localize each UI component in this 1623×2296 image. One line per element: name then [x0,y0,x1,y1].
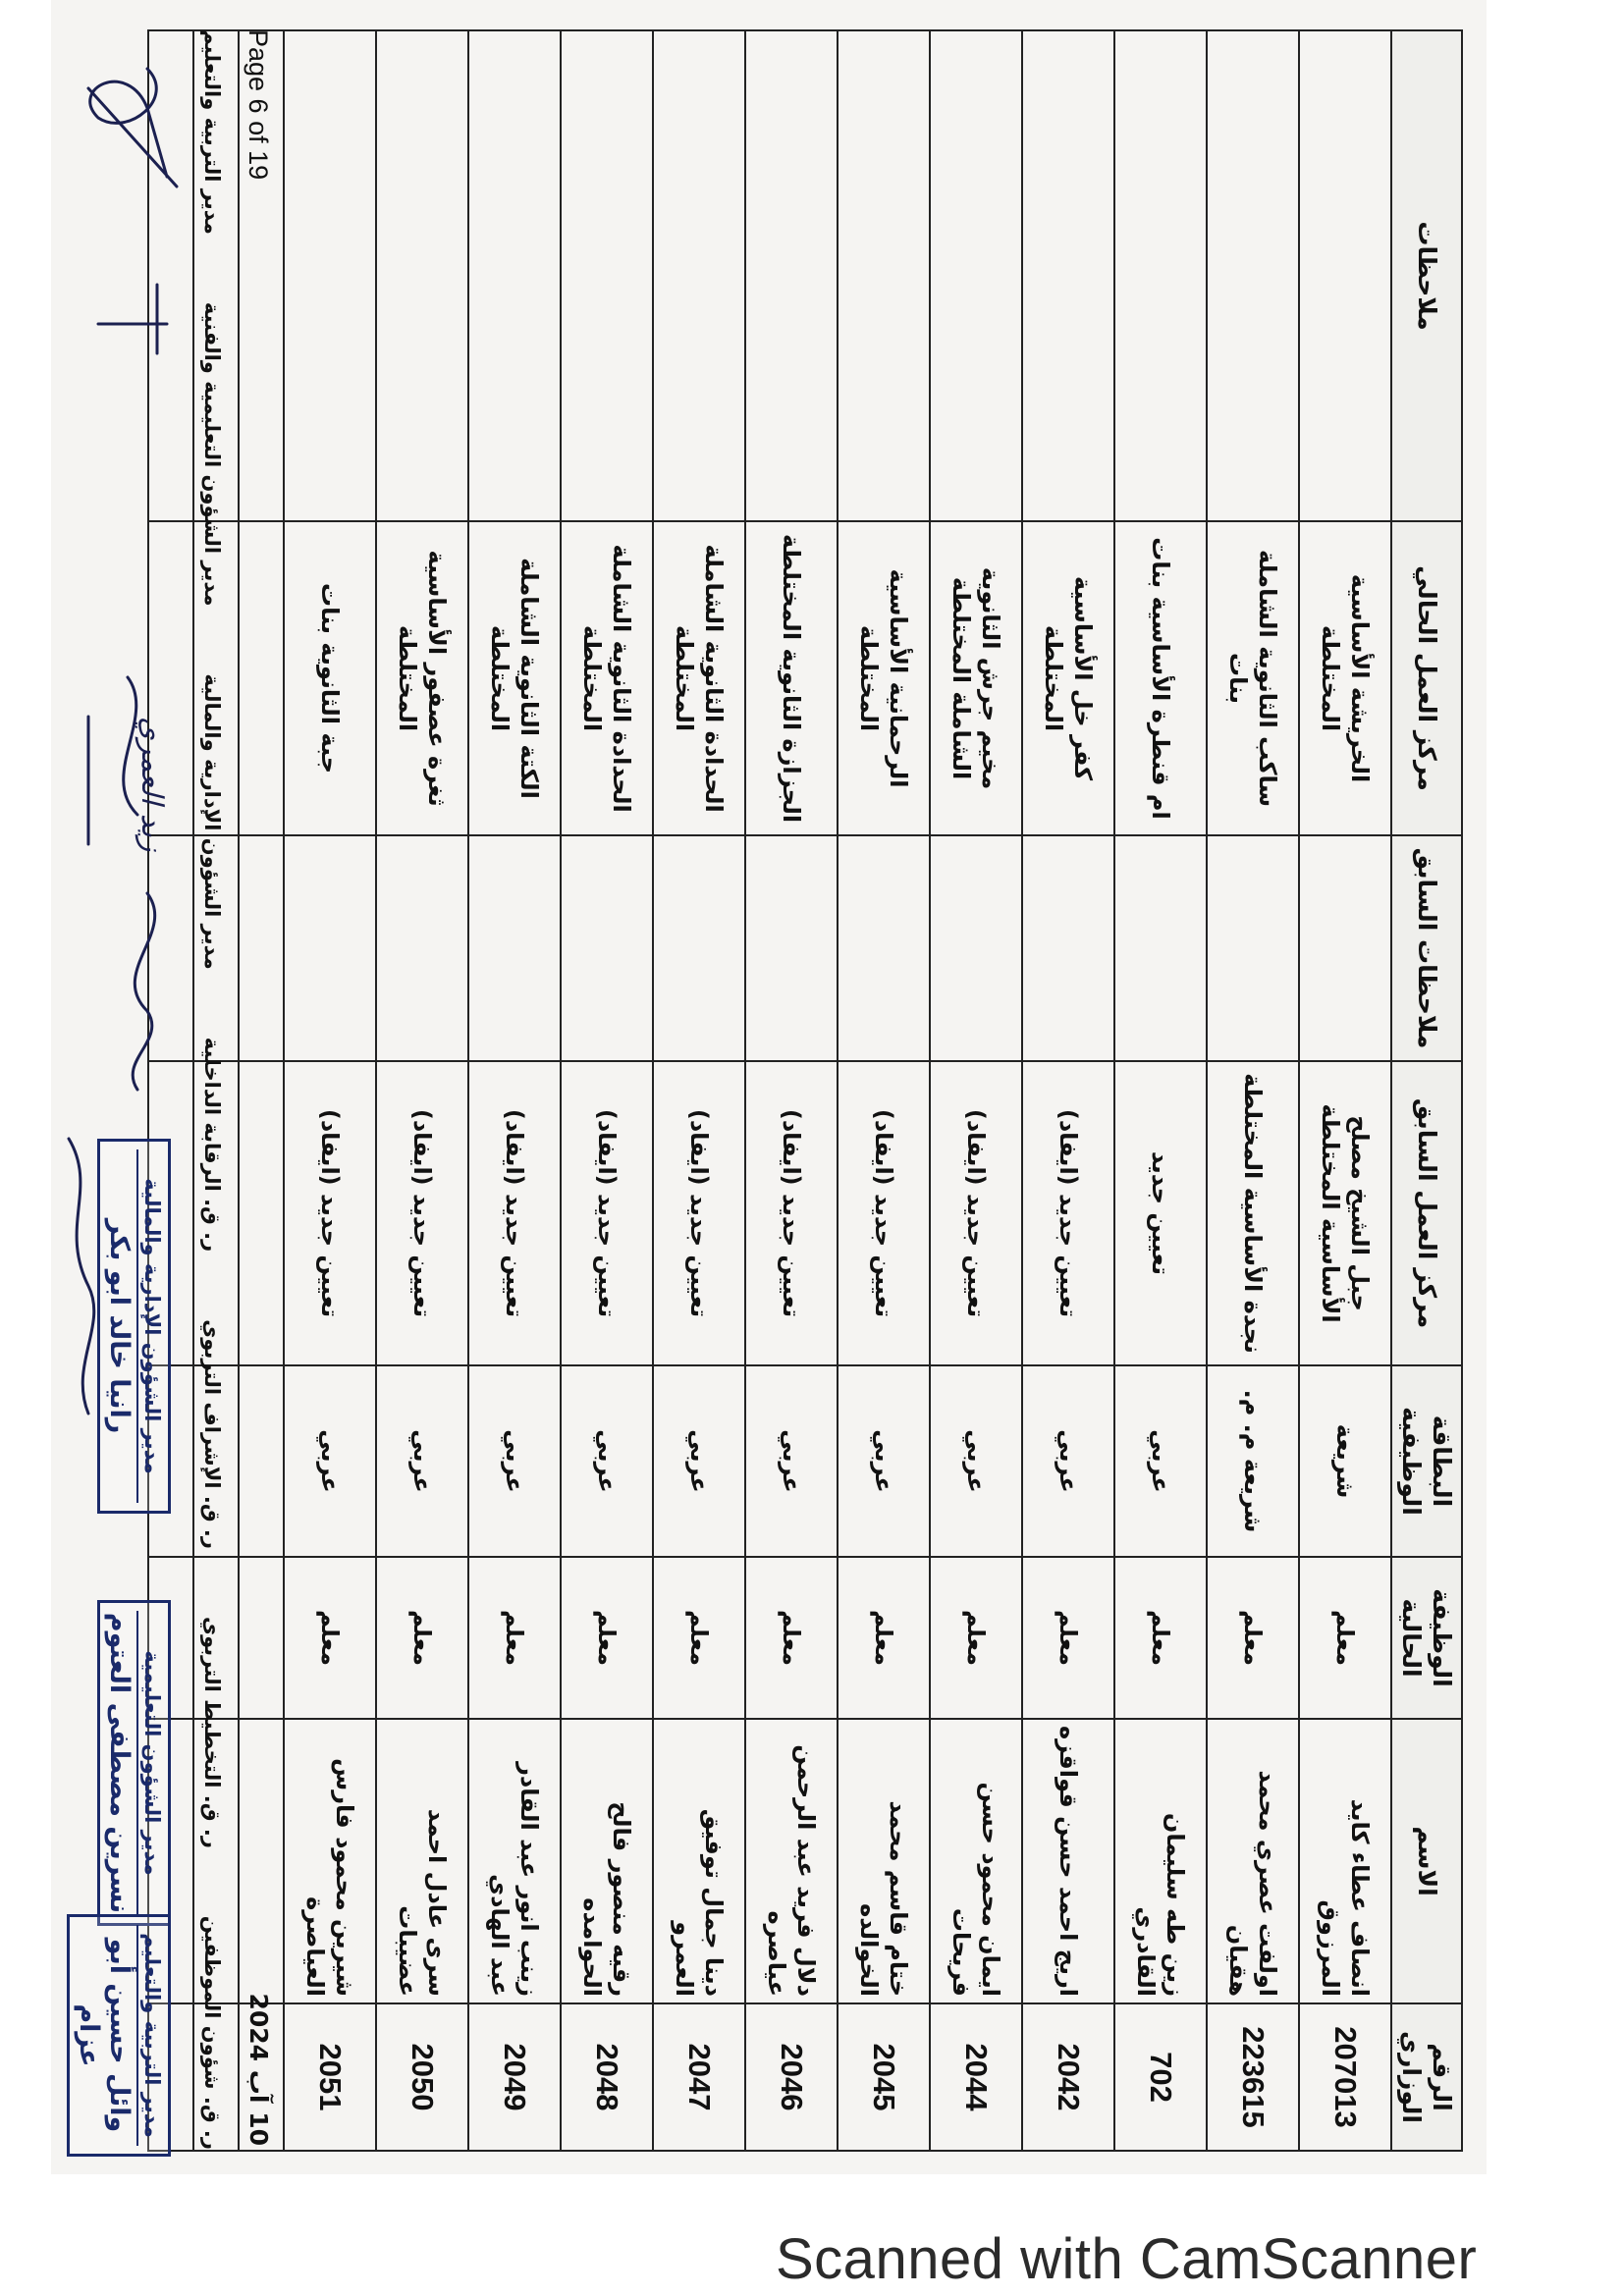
table-cell: تعيين جديد (ايفاد) [376,1061,468,1365]
table-cell: الخريشة الأساسية المختلطة [1299,521,1391,835]
table-cell: 702 [1114,2003,1207,2151]
table-cell: تعيين جديد [1114,1061,1207,1365]
document-date: 10 آب 2024 [244,1993,273,2146]
table-cell [653,835,745,1061]
stamp-name: نسرين مصطفى العتوم [104,1612,135,1914]
table-row [745,30,838,2151]
table-cell [284,30,376,521]
camscanner-watermark: Scanned with CamScanner [776,2227,1478,2291]
table-cell: معلم [561,1557,653,1719]
staff-transfer-table [147,29,1463,2152]
table-cell: 207013 [1299,2003,1391,2151]
table-cell: عربي [745,1365,838,1557]
table-cell: تعيين جديد (ايفاد) [468,1061,561,1365]
column-header: الرقم الوزاري [1391,2003,1462,2151]
table-row [284,30,376,2151]
table-cell: عربي [376,1365,468,1557]
table-cell: اولفت عصري محمد هقيان [1207,1719,1299,2003]
table-row [376,30,468,2151]
table-row [838,30,930,2151]
table-cell: ثغرة عصفور الأساسية المختلطة [376,521,468,835]
table-cell: تعيين جديد (ايفاد) [930,1061,1022,1365]
signature-mark [69,1139,94,1414]
table-cell [376,835,468,1061]
table-header-row [1391,30,1462,2151]
table-cell [239,1365,284,1557]
table-cell: عربي [838,1365,930,1557]
table-cell [561,835,653,1061]
table-cell: الرحمانية الأساسية المختلطة [838,521,930,835]
table-cell: عربي [653,1365,745,1557]
table-cell [1207,835,1299,1061]
table-cell: رقيه منصور فالح الحوامده [561,1719,653,2003]
table-cell: تعيين جديد (ايفاد) [284,1061,376,1365]
table-cell [653,30,745,521]
table-cell: عربي [284,1365,376,1557]
table-cell [1022,835,1114,1061]
table-cell [468,30,561,521]
table-cell: سرى عادل احمد عضيبات [376,1719,468,2003]
table-cell: معلم [284,1557,376,1719]
table-cell: نجدة الأساسية المختلطة [1207,1061,1299,1365]
table-cell: ايمان محمود حسن فريحات [930,1719,1022,2003]
column-header: مركز العمل السابق [1391,1061,1462,1365]
table-row [1114,30,1207,2151]
table-cell: 2050 [376,2003,468,2151]
table-cell: دلال فريد عبد الرحمن عياصره [745,1719,838,2003]
table-cell: الجزازة الثانوية المختلطة [745,521,838,835]
stamp-name: رانيا خالد ابو بكر [104,1218,135,1434]
table-cell: معلم [1299,1557,1391,1719]
table-cell: زين طه سليمان القادري [1114,1719,1207,2003]
column-header: البطاقة الوظيفية [1391,1365,1462,1557]
table-cell: 2051 [284,2003,376,2151]
table-cell: معلم [838,1557,930,1719]
table-cell [930,30,1022,521]
table-cell: عربي [1022,1365,1114,1557]
table-cell: ام قنطرة الأساسية بنات [1114,521,1207,835]
table-row [653,30,745,2151]
table-cell: 223615 [1207,2003,1299,2151]
table-cell: معلم [1114,1557,1207,1719]
table-cell: الكتة الثانوية الشاملة المختلطة [468,521,561,835]
signature-mark [98,285,167,353]
table-cell: تعيين جديد (ايفاد) [653,1061,745,1365]
handwritten-name: زيد العمري [135,717,169,852]
table-cell: 2047 [653,2003,745,2151]
table-cell: شريعة [1299,1365,1391,1557]
table-row [1022,30,1114,2151]
table-cell [1022,30,1114,521]
table-cell [1299,30,1391,521]
table-cell: عربي [930,1365,1022,1557]
column-header: الاسم [1391,1719,1462,2003]
table-cell [239,1557,284,1719]
rotated-document-sheet [49,29,1463,2150]
table-cell: 2044 [930,2003,1022,2151]
table-cell: شريعة م. م. [1207,1365,1299,1557]
table-cell: دينا جمال توفيق العمرو [653,1719,745,2003]
signature-label: ر. ق. شؤون الموظفين [200,1915,224,2150]
table-cell [239,521,284,835]
table-cell: 2049 [468,2003,561,2151]
stamp-name: وائل حسين أبو عزام [74,1938,135,2133]
signature-mark [88,677,137,844]
table-cell: ساكب الثانوية الشاملة بنات [1207,521,1299,835]
signature-label: ر. ق. الإشراف التربوي [200,1319,224,1549]
table-cell: تعيين جديد (ايفاد) [745,1061,838,1365]
column-header: ملاحظات السابق [1391,835,1462,1061]
table-row [468,30,561,2151]
table-cell: معلم [1207,1557,1299,1719]
table-cell: 2048 [561,2003,653,2151]
table-cell [468,835,561,1061]
table-cell [239,1719,284,2003]
table-cell [1299,835,1391,1061]
table-cell [1114,30,1207,521]
table-row [1207,30,1299,2151]
table-cell [1114,835,1207,1061]
table-cell [838,30,930,521]
table-row [561,30,653,2151]
signature-scribbles [49,29,187,2150]
table-cell: جبة الثانوية بنات [284,521,376,835]
table-cell: عربي [468,1365,561,1557]
table-cell: شيرين محمود فارس العياصرة [284,1719,376,2003]
table-cell: الحدادة الثانوية الشاملة المختلطة [653,521,745,835]
table-cell: عربي [1114,1365,1207,1557]
table-cell: 2045 [838,2003,930,2151]
table-cell: معلم [1022,1557,1114,1719]
table-cell: الحدادة الثانوية الشاملة المختلطة [561,521,653,835]
table-cell: تعيين جديد (ايفاد) [838,1061,930,1365]
table-cell: كفر خل الأساسية المختلطة [1022,521,1114,835]
signature-label: مدير التربية والتعليم [200,29,224,235]
table-cell [284,835,376,1061]
table-cell: 2046 [745,2003,838,2151]
table-cell: معلم [745,1557,838,1719]
empty-table-row [239,30,284,2151]
table-cell: جبل الشيخ مصلح الأساسية المختلطة [1299,1061,1391,1365]
column-header: مركز العمل الحالي [1391,521,1462,835]
signature-label: مدير الشؤون التعليمية والفنية [200,301,224,607]
table-cell: معلم [468,1557,561,1719]
signature-mark [133,893,155,1090]
table-cell [239,1061,284,1365]
table-cell: تعيين جديد (ايفاد) [1022,1061,1114,1365]
page-number: Page 6 of 19 [243,29,273,181]
table-cell: مخيم جرش الثانوية الشاملة المختلطة [930,521,1022,835]
table-cell [930,835,1022,1061]
table-cell: ختام قاسم محمد الخوالده [838,1719,930,2003]
column-header: الوظيفة الحالية [1391,1557,1462,1719]
table-cell: اريج احمد حسن قواقزه [1022,1719,1114,2003]
table-cell [376,30,468,521]
table-cell [838,835,930,1061]
table-cell [561,30,653,521]
stamp-title: مدير الشؤون التعليمية [136,1611,164,1915]
signature-mark [88,69,177,187]
signature-label: ر. ق. التخطيط التربوي [200,1616,224,1848]
signature-label: مدير الشؤون الإدارية والمالية [200,673,224,970]
table-row [930,30,1022,2151]
signature-label: ر. ق. الرقابة الداخلية [200,1037,224,1253]
table-cell [745,835,838,1061]
table-body [148,30,1391,2151]
table-cell: زينب انور عبد القادر عبد الهادي [468,1719,561,2003]
table-cell [1207,30,1299,521]
table-cell: 2042 [1022,2003,1114,2151]
table-cell: عربي [561,1365,653,1557]
table-row [1299,30,1391,2151]
table-cell: معلم [930,1557,1022,1719]
table-cell: انصاف عطاء كايد المرزوق [1299,1719,1391,2003]
column-header: ملاحظات [1391,30,1462,521]
table-cell: تعيين جديد (ايفاد) [561,1061,653,1365]
stamp-title: مدير التربية والتعليم [136,1925,164,2146]
table-cell: معلم [376,1557,468,1719]
stamp-title: مدير الشؤون الإدارية والمالية [136,1149,164,1503]
table-cell [239,835,284,1061]
signature-labels-row [185,29,224,2150]
table-cell: معلم [653,1557,745,1719]
table-cell [745,30,838,521]
